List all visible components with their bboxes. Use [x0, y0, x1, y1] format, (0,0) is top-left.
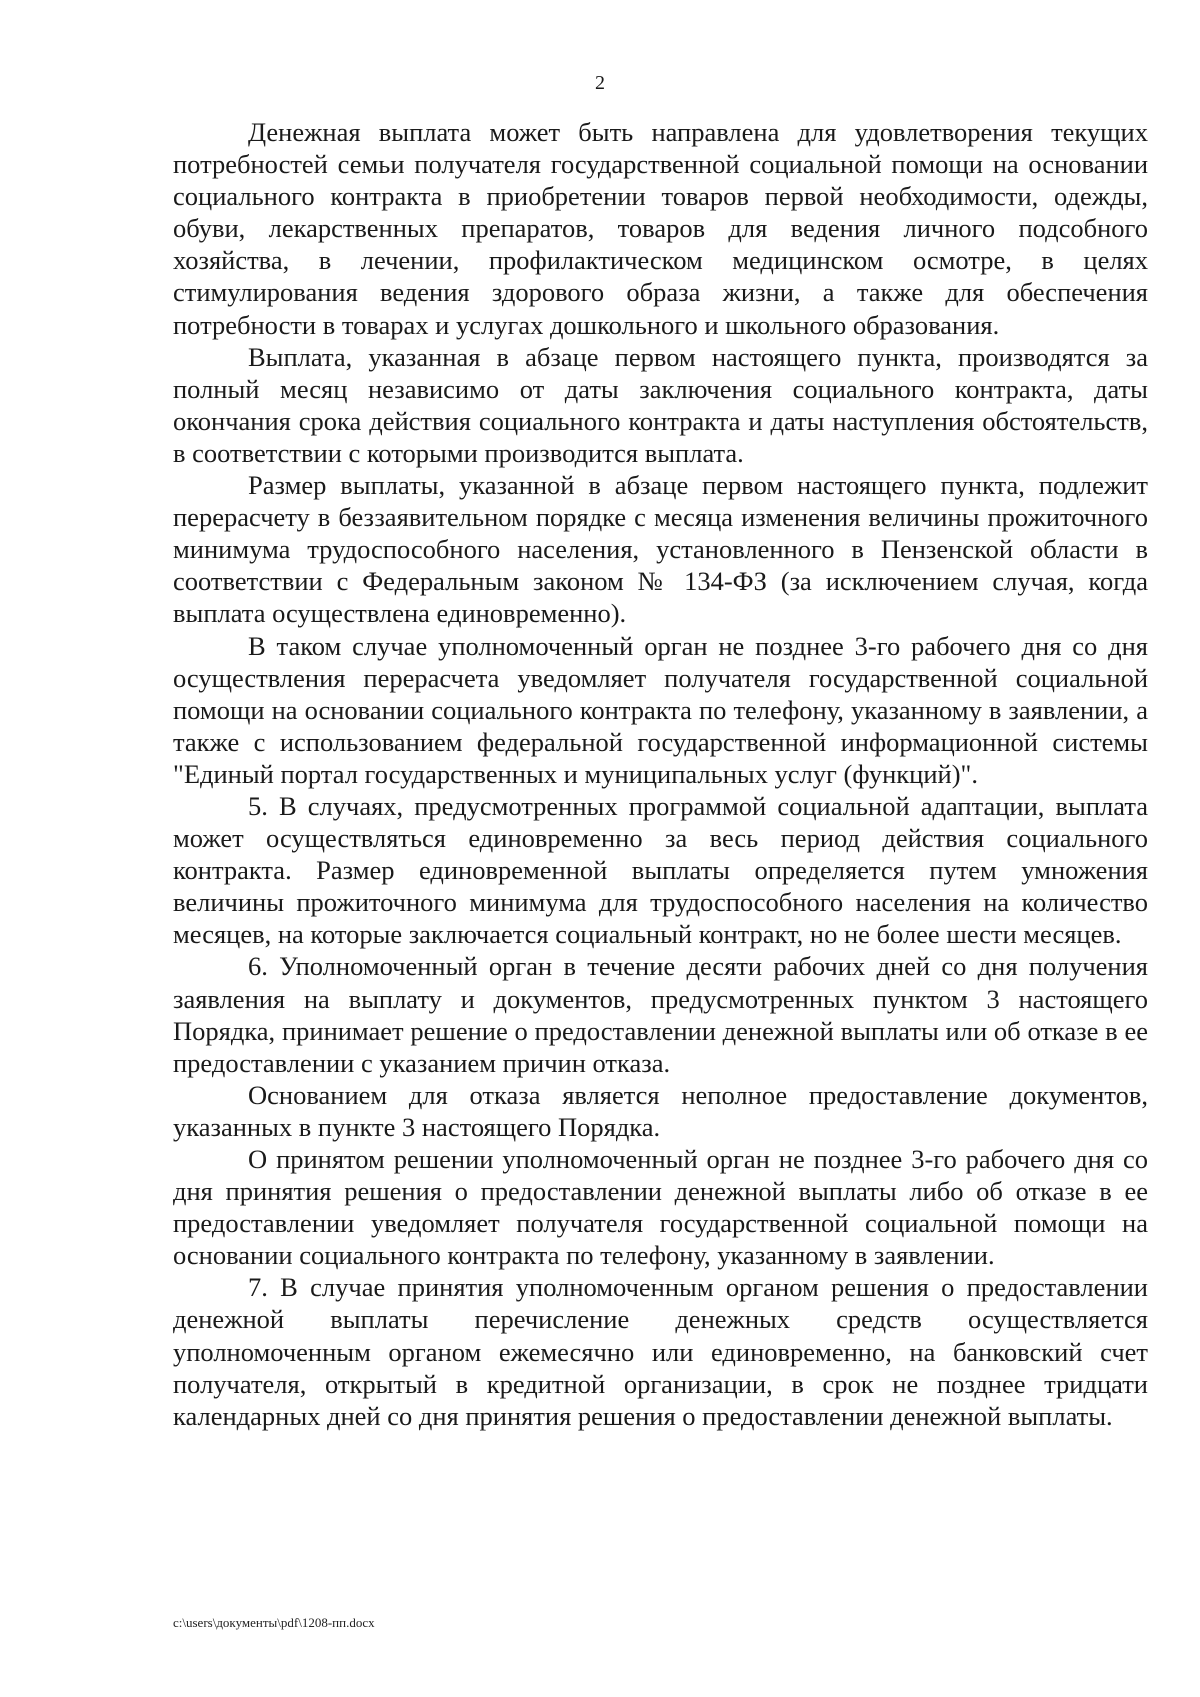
paragraph-item-5: 5. В случаях, предусмотренных программой социальной адаптации, выплата может осуществляться единовременно за весь период действия социального контракта. Размер единовременной выплаты определяется путем умножения величины прожиточного минимума для трудоспособного населения на количество месяцев, на которые заключается социальный контракт, но не более шести месяцев.	[173, 790, 1148, 950]
paragraph-item-7: 7. В случае принятия уполномоченным органом решения о предоставлении денежной выплаты перечисление денежных средств осуществляется уполномоченным органом ежемесячно или единовременно, на банковский счет получателя, открытый в кредитной организации, в срок не позднее тридцати календарных дней со дня принятия решения о предоставлении денежной выплаты.	[173, 1272, 1148, 1431]
paragraph-item-6: 6. Уполномоченный орган в течение десяти рабочих дней со дня получения заявления на выплату и документов, предусмотренных пунктом 3 настоящего Порядка, принимает решение о предоставлении денежной выплаты или об отказе в ее предоставлении с указанием причин отказа.	[173, 951, 1148, 1078]
paragraph-refusal-grounds: Основанием для отказа является неполное предоставление документов, указанных в пункте 3 настоящего Порядка.	[173, 1079, 1148, 1142]
paragraph-payment-purpose: Денежная выплата может быть направлена для удовлетворения текущих потребностей семьи получателя государственной социальной помощи на основании социального контракта в приобретении товаров первой необходимости, одежды, обуви, лекарственных препаратов, товаров для ведения личного подсобного хозяйства, в лечении, профилактическом медицинском осмотре, в целях стимулирования ведения здорового образа жизни, а также для обеспечения потребности в товарах и услугах дошкольного и школьного образования.	[173, 117, 1148, 340]
paragraph-decision-notice: О принятом решении уполномоченный орган не позднее 3-го рабочего дня со дня принятия решения о предоставлении денежной выплаты либо об отказе в ее предоставлении уведомляет получателя государственной социальной помощи на основании социального контракта по телефону, указанному в заявлении.	[173, 1144, 1148, 1271]
page-number: 2	[595, 72, 605, 94]
paragraph-payment-recalculation: Размер выплаты, указанной в абзаце первом настоящего пункта, подлежит перерасчету в беззаявительном порядке с месяца изменения величины прожиточного минимума трудоспособного населения, установленного в Пензенской области в соответствии с Федеральным законом № 134-ФЗ (за исключением случая, когда выплата осуществлена единовременно).	[173, 470, 1148, 629]
footer-file-path: c:\users\документы\pdf\1208-пп.docx	[173, 1615, 375, 1630]
paragraph-payment-period: Выплата, указанная в абзаце первом настоящего пункта, производятся за полный месяц независимо от даты заключения социального контракта, даты окончания срока действия социального контракта и даты наступления обстоятельств, в соответствии с которыми производится выплата.	[173, 341, 1148, 468]
document-body	[173, 116, 1148, 1432]
paragraph-recalculation-notice: В таком случае уполномоченный орган не позднее 3-го рабочего дня со дня осуществления перерасчета уведомляет получателя государственной социальной помощи на основании социального контракта по телефону, указанному в заявлении, а также с использованием федеральной государственной информационной системы "Единый портал государственных и муниципальных услуг (функций)".	[173, 630, 1148, 789]
